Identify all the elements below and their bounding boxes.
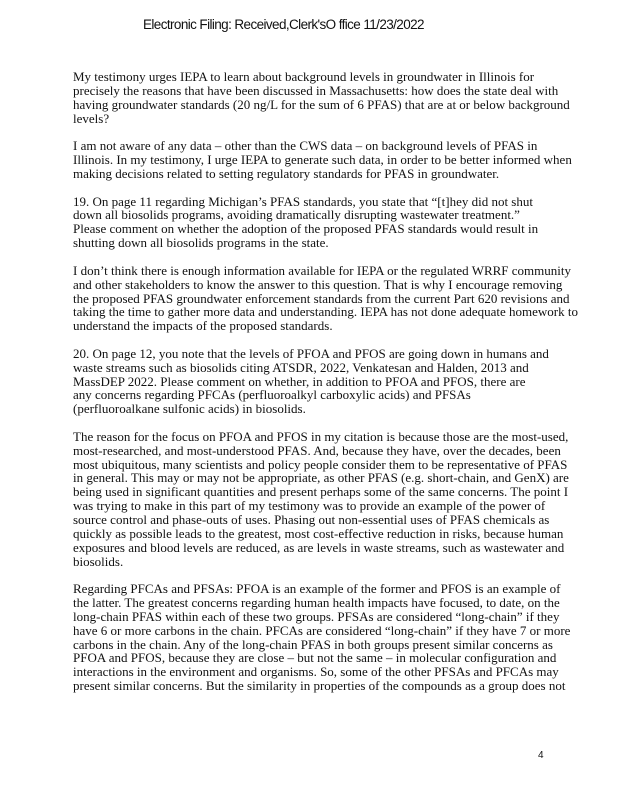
text-line: Regarding PFCAs and PFSAs: PFOA is an example of the former and PFOS is an example of [73, 581, 561, 597]
electronic-filing-stamp: Electronic Filing: Received,Clerk'sO ffice 11/23/2022 [143, 17, 424, 32]
text-line: precisely the reasons that have been discussed in Massachusetts: how does the state deal with [73, 82, 559, 98]
text-line: taking the time to gather more data and understanding. IEPA has not done adequate homework to [73, 304, 578, 320]
text-line: the latter. The greatest concerns regarding human health impacts have focused, to date, on the [73, 595, 560, 611]
text-line: levels? [73, 110, 110, 126]
paragraph [73, 581, 571, 694]
text-line: understand the impacts of the proposed standards. [73, 318, 333, 334]
text-line: MassDEP 2022. Please comment on whether, in addition to PFOA and PFOS, there are [73, 373, 526, 389]
text-line: quickly as possible leads to the greatest, most cost-effective reduction in risks, because human [73, 525, 564, 541]
paragraph [73, 138, 572, 181]
text-line: making decisions related to setting regulatory standards for PFAS in groundwater. [73, 165, 500, 181]
text-line: Please comment on whether the adoption of the proposed PFAS standards would result in [73, 221, 539, 237]
text-line: biosolids. [73, 553, 124, 569]
text-line: carbons in the chain. Any of the long-chain PFAS in both groups present similar concerns as [73, 636, 553, 652]
text-line: any concerns regarding PFCAs (perfluoroalkyl carboxylic acids) and PFSAs [73, 387, 471, 403]
text-line: being used in significant quantities and present perhaps some of the same concerns. The point I [73, 484, 569, 500]
page-number: 4 [538, 750, 544, 761]
text-line: was trying to make in this part of my testimony was to provide an example of the power of [73, 498, 546, 514]
text-line: have 6 or more carbons in the chain. PFCAs are considered “long-chain” if they have 7 or more [73, 622, 571, 638]
text-line: long-chain PFAS within each of these two groups. PFSAs are considered “long-chain” if they [73, 608, 560, 624]
text-line: shutting down all biosolids programs in the state. [73, 235, 329, 251]
text-line: source control and phase-outs of uses. Phasing out non-essential uses of PFAS chemicals as [73, 512, 550, 527]
text-line: PFOA and PFOS, because they are close – but not the same – in molecular configuration and [73, 650, 557, 666]
text-line: present similar concerns. But the similarity in properties of the compounds as a group does not [73, 678, 566, 694]
text-line: most-researched, and most-understood PFAS. And, because they have, over the decades, been [73, 442, 561, 458]
text-line: down all biosolids programs, avoiding dramatically disrupting wastewater treatment.” [73, 207, 520, 223]
text-line: 19. On page 11 regarding Michigan’s PFAS standards, you state that “[t]hey did not shut [73, 193, 533, 209]
text-line: interactions in the environment and organisms. So, some of the other PFSAs and PFCAs may [73, 664, 559, 680]
text-line: waste streams such as biosolids citing ATSDR, 2022, Venkatesan and Halden, 2013 and [73, 359, 529, 375]
text-line: I am not aware of any data – other than the CWS data – on background levels of PFAS in [73, 138, 538, 154]
text-line: most ubiquitous, many scientists and policy people consider them to be representative of PFAS [73, 456, 568, 472]
text-line: and other stakeholders to know the answer to this question. That is why I encourage removing [73, 276, 563, 292]
paragraph [73, 262, 578, 334]
text-line: (perfluoroalkane sulfonic acids) in biosolids. [73, 401, 306, 417]
document-body [73, 69, 578, 707]
text-line: 20. On page 12, you note that the levels of PFOA and PFOS are going down in humans and [73, 345, 549, 361]
text-line: exposures and blood levels are reduced, as are levels in waste streams, such as wastewater and [73, 539, 565, 555]
paragraph [73, 347, 553, 416]
paragraph [73, 69, 570, 126]
paragraph [73, 195, 553, 250]
text-line: I don’t think there is enough information available for IEPA or the regulated WRRF community [73, 262, 572, 278]
text-line: The reason for the focus on PFOA and PFOS in my citation is because those are the most-used, [73, 428, 569, 444]
text-line: Illinois. In my testimony, I urge IEPA to generate such data, in order to be better informed when [73, 152, 572, 168]
text-line: the proposed PFAS groundwater enforcement standards from the current Part 620 revisions and [73, 290, 570, 306]
paragraph [73, 428, 569, 569]
text-line: in general. This may or may not be appropriate, as other PFAS (e.g. short-chain, and GenX) are [73, 470, 569, 486]
text-line: having groundwater standards (20 ng/L for the sum of 6 PFAS) that are at or below background [73, 96, 570, 112]
text-line: My testimony urges IEPA to learn about background levels in groundwater in Illinois for [73, 69, 535, 84]
